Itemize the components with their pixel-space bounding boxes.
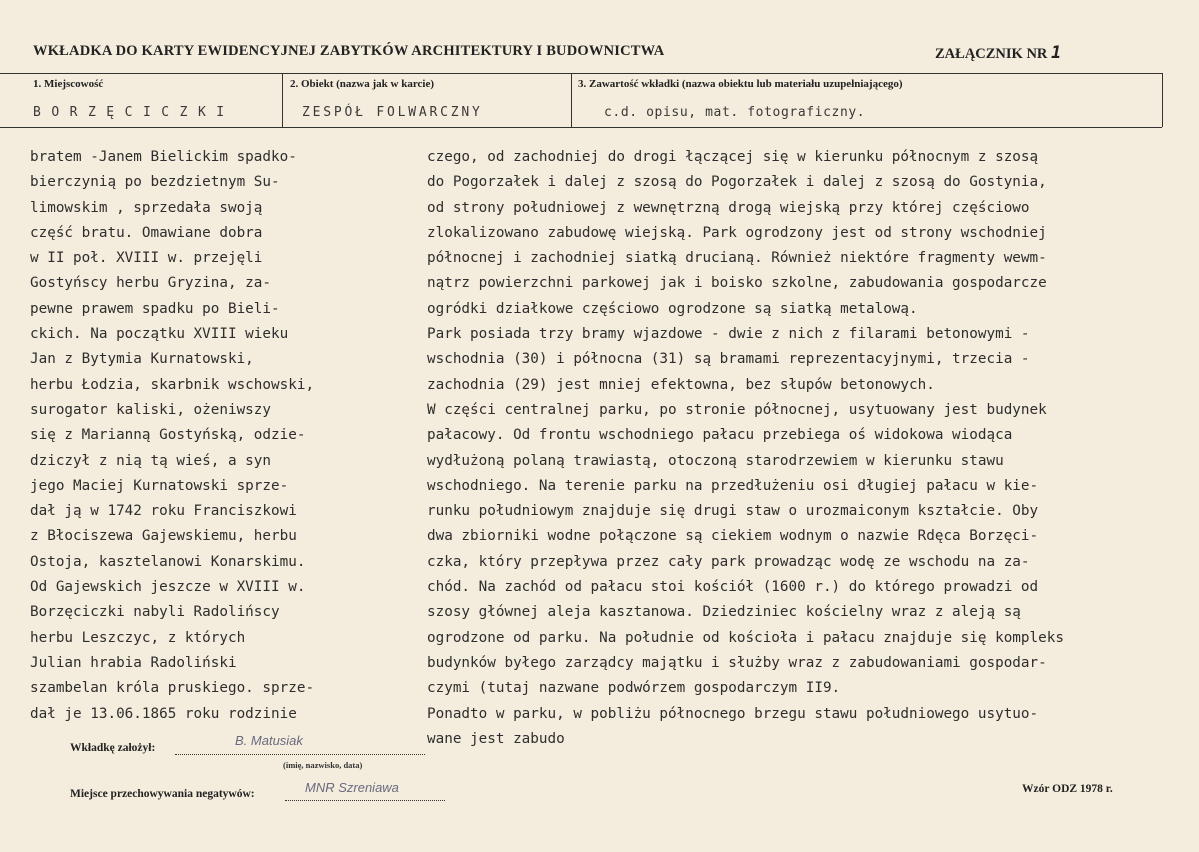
right-text-line: pałacowy. Od frontu wschodniego pałacu przebiega oś widokowa wiodąca xyxy=(427,427,1013,444)
prepared-by-hint: (imię, nazwisko, data) xyxy=(283,760,363,770)
left-text-line: Jan z Bytymia Kurnatowski, xyxy=(30,351,254,368)
left-text-line: Borzęciczki nabyli Radolińscy xyxy=(30,604,280,621)
right-text-line: W części centralnej parku, po stronie północnej, usytuowany jest budynek xyxy=(427,401,1047,418)
right-text-line: runku południowym znajduje się drugi staw o urozmaiconym kształcie. Oby xyxy=(427,503,1039,520)
place-label: 1. Miejscowość xyxy=(33,78,104,90)
prepared-by-line xyxy=(175,754,425,755)
left-text-line: Julian hrabia Radoliński xyxy=(30,654,237,671)
right-text-line: ogrodzone od parku. Na południe od kościoła i pałacu znajduje się kompleks xyxy=(427,629,1064,646)
left-text-line: szambelan króla pruskiego. sprze- xyxy=(30,680,315,697)
right-text-line: budynków byłego zarządcy majątku i służby wraz z zabudowaniami gospodar- xyxy=(427,654,1047,671)
left-text-line: Ostoja, kasztelanowi Konarskimu. xyxy=(30,553,306,570)
right-text-line: Ponadto w parku, w pobliżu północnego brzegu stawu południowego usytuo- xyxy=(427,705,1039,722)
card-title: WKŁADKA DO KARTY EWIDENCYJNEJ ZABYTKÓW ARCHITEKTURY I BUDOWNICTWA xyxy=(33,43,665,59)
annex-number: 1 xyxy=(1051,43,1062,63)
left-text-line: herbu Łodzia, skarbnik wschowski, xyxy=(30,376,315,393)
left-text-line: dał ją w 1742 roku Franciszkowi xyxy=(30,503,297,520)
right-text-line: północnej i zachodniej siatką drucianą. Również niektóre fragmenty wewm- xyxy=(427,250,1047,267)
header-rule-top xyxy=(0,73,1162,74)
left-text-line: herbu Leszczyc, z których xyxy=(30,629,246,646)
right-text-line: wane jest zabudo xyxy=(427,730,565,747)
right-text-line: szosy głównej aleja kasztanowa. Dziedziniec kościelny wraz z aleją są xyxy=(427,604,1021,621)
right-text-line: zlokalizowano zabudowę wiejską. Park ogrodzony jest od strony wschodniej xyxy=(427,224,1047,241)
description-right-column xyxy=(427,145,1064,752)
negatives-storage-value: MNR Szreniawa xyxy=(305,780,399,795)
left-text-line: Gostyńscy herbu Gryzina, za- xyxy=(30,275,272,292)
left-text-line: dał je 13.06.1865 roku rodzinie xyxy=(30,705,297,722)
left-text-line: część bratu. Omawiane dobra xyxy=(30,224,263,241)
right-text-line: dwa zbiorniki wodne połączone są ciekiem wodnym o nazwie Rdęca Borzęci- xyxy=(427,528,1039,545)
right-text-line: chód. Na zachód od pałacu stoi kościół (1600 r.) do którego prowadzi od xyxy=(427,579,1039,596)
object-value: ZESPÓŁ FOLWARCZNY xyxy=(302,105,483,120)
right-text-line: do Pogorzałek i dalej z szosą do Pogorzałek i dalej z szosą do Gostynia, xyxy=(427,174,1047,191)
annex-label xyxy=(935,43,1061,63)
left-text-line: Od Gajewskich jeszcze w XVIII w. xyxy=(30,579,306,596)
left-text-line: surogator kaliski, ożeniwszy xyxy=(30,401,272,418)
place-value: BORZĘCICZKI xyxy=(33,105,235,120)
right-text-line: zachodnia (29) jest mniej efektowna, bez słupów betonowych. xyxy=(427,376,935,393)
description-left-column xyxy=(30,145,314,727)
right-text-line: nątrz powierzchni parkowej jak i boisko szkolne, zabudowania gospodarcze xyxy=(427,275,1047,292)
column-divider-right xyxy=(1162,73,1163,127)
left-text-line: z Błociszewa Gajewskiemu, herbu xyxy=(30,528,297,545)
content-label: 3. Zawartość wkładki (nazwa obiektu lub materiału uzupełniającego) xyxy=(578,78,903,90)
right-text-line: od strony południowej z wewnętrzną drogą wiejską przy której częściowo xyxy=(427,199,1030,216)
column-divider-1 xyxy=(282,73,283,127)
negatives-storage-label: Miejsce przechowywania negatywów: xyxy=(70,788,255,800)
right-text-line: wschodnia (30) i północna (31) są bramami reprezentacyjnymi, trzecia - xyxy=(427,351,1030,368)
content-value: c.d. opisu, mat. fotograficzny. xyxy=(604,105,866,120)
right-text-line: wschodniego. Na terenie parku na przedłużeniu osi długiej pałacu w kie- xyxy=(427,477,1039,494)
right-text-line: ogródki działkowe częściowo ogrodzone są siatką metalową. xyxy=(427,300,918,317)
right-text-line: wydłużoną polaną trawiastą, otoczoną starodrzewiem w kierunku stawu xyxy=(427,452,1004,469)
column-divider-2 xyxy=(571,73,572,127)
prepared-by-label: Wkładkę założył: xyxy=(70,742,156,754)
form-code: Wzór ODZ 1978 r. xyxy=(1022,783,1113,795)
right-text-line: czka, który przepływa przez cały park prowadząc wodę ze wschodu na za- xyxy=(427,553,1030,570)
prepared-by-signature: B. Matusiak xyxy=(235,733,303,748)
right-text-line: czymi (tutaj nazwane podwórzem gospodarczym II9. xyxy=(427,680,841,697)
left-text-line: ckich. Na początku XVIII wieku xyxy=(30,326,289,343)
left-text-line: bierczynią po bezdzietnym Su- xyxy=(30,174,280,191)
header-rule-bottom xyxy=(0,127,1162,128)
right-text-line: czego, od zachodniej do drogi łączącej się w kierunku północnym z szosą xyxy=(427,149,1039,165)
left-text-line: się z Marianną Gostyńską, odzie- xyxy=(30,427,306,444)
left-text-line: w II poł. XVIII w. przejęli xyxy=(30,250,263,267)
left-text-line: dziczył z nią tą wieś, a syn xyxy=(30,452,272,469)
left-text-line: limowskim , sprzedała swoją xyxy=(30,199,263,216)
left-text-line: jego Maciej Kurnatowski sprze- xyxy=(30,477,289,494)
right-text-line: Park posiada trzy bramy wjazdowe - dwie z nich z filarami betonowymi - xyxy=(427,326,1030,343)
left-text-line: pewne prawem spadku po Bieli- xyxy=(30,300,280,317)
negatives-storage-line xyxy=(285,800,445,801)
object-label: 2. Obiekt (nazwa jak w karcie) xyxy=(290,78,435,90)
annex-label-text: ZAŁĄCZNIK NR xyxy=(935,46,1048,62)
left-text-line: bratem -Janem Bielickim spadko- xyxy=(30,149,297,165)
